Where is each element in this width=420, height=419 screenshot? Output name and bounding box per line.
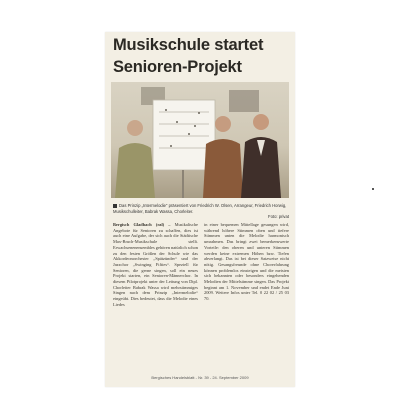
photo-caption [113, 203, 289, 220]
photo-illustration [111, 82, 289, 198]
headline-line-2: Senioren-Projekt [113, 58, 242, 76]
headline-line-1: Musikschule startet [113, 36, 264, 54]
newspaper-footer: Bergisches Handelsblatt - Nr. 39 - 24. September 2009 [151, 375, 249, 380]
caption-text: Das Prinzip „Intermelodie“ präsentiert von Friedrich W. Olsen, Arrangeur, Friedrich Horwig, Musikschulleiter, Babrak Wassa, Chorleiter. [113, 203, 287, 214]
caption-bullet [113, 204, 117, 208]
scan-speck [372, 188, 374, 190]
article-photo [111, 82, 289, 198]
article-column-2 [204, 222, 289, 372]
column-1-text: Musikalische Angebote für Senioren zu schaffen, dies ist auch eine Aufgabe, der sich auch die Städtische Max-Bruch-Musikschule stellt. Erwachsenenensembles gehören natürlich schon zu den festen Größen der Schule wie das Akkordeonorchester „Spätzünder“ und der Jazzchor „Swinging Fifties“. Speziell für Senioren, die gerne singen, soll ein neues Projekt starten, ein Senioren-Männerchor. In diesem Pilotprojekt unter der Leitung von Dipl. Chorleiter Babrak Wassa wird mehrstimmiges Singen nach dem Prinzip „Intermelodie“ eingeübt. Dies bedeutet, dass die Melodie eines Liedes [113, 222, 198, 307]
column-2-text: in einer bequemen Mittellage gesungen wird, während höhere Stimmen oben und tiefere Stimmen unten die Melodie harmonisch umrahmen. Das bringt zwei bemerkenswerte Vorteile: den oberen und unteren Stimmen werden keine extremen Höhen bzw. Tiefen abverlangt. Das ist bei dieser Satzweise nicht nötig. Gesangsfreunde ohne Chorerfahrung können problemlos einsteigen und die meisten sich bekannten oder besonders eingehenden Melodien der Mittelstimme singen. Das Projekt beginnt am 1. November und endet Ende Juni 2009. Weitere Infos unter Tel. 0 22 02 / 25 03 70. [204, 222, 289, 302]
article-dateline: Bergisch Gladbach (ral) – [113, 222, 171, 227]
article-body [113, 222, 289, 372]
newspaper-clipping [105, 32, 295, 387]
photo-credit: Foto: privat [268, 214, 289, 220]
article-headline [113, 34, 291, 78]
article-column-1 [113, 222, 198, 372]
